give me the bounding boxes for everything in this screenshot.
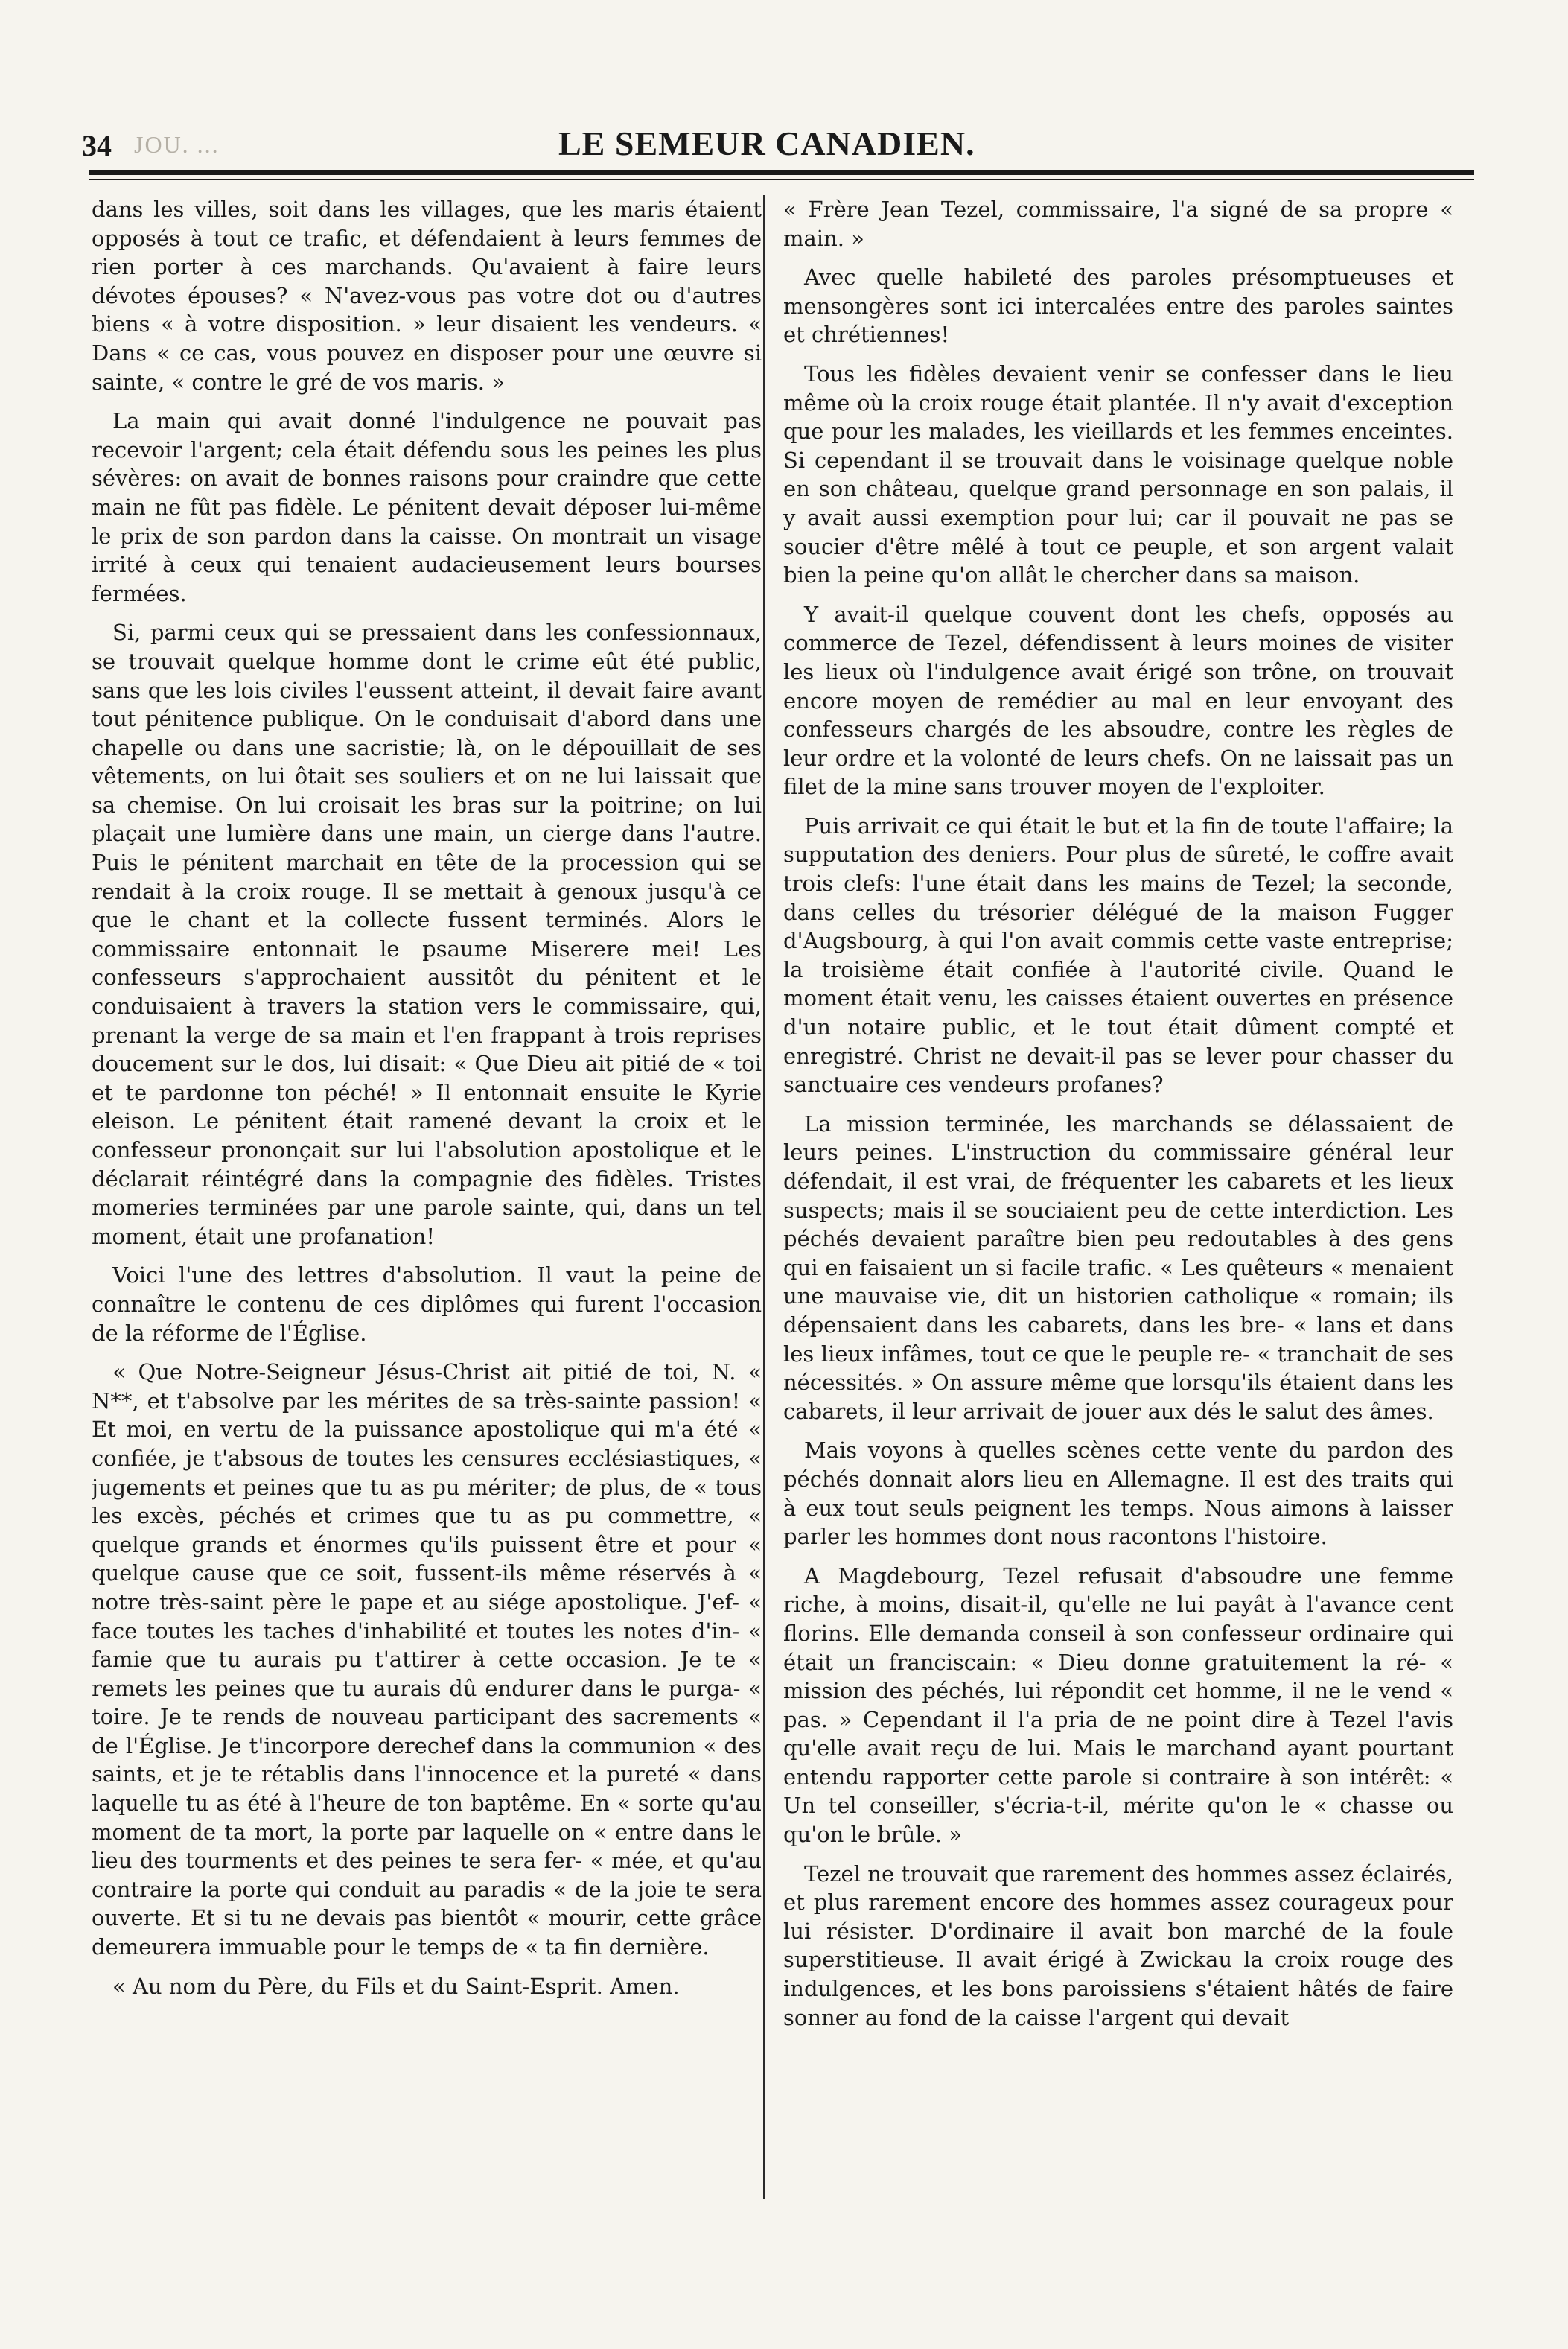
paragraph: Voici l'une des lettres d'absolution. Il vaut la peine de connaître le contenu de ces diplômes qui furent l'occasion de la réforme de l'Église.: [92, 1262, 762, 1346]
journal-title: LE SEMEUR CANADIEN.: [558, 124, 975, 162]
paragraph: Tezel ne trouvait que rarement des hommes assez éclairés, et plus rarement encore des hommes assez courageux pour lui résister. D'ordinaire il avait bon marché de la foule superstitieuse. Il avait érigé à Zwickau la croix rouge des indulgences, et les bons paroissiens s'étaient hâtés de faire sonner au fond de la caisse l'argent qui devait: [783, 1860, 1453, 2030]
page-header: [82, 112, 1474, 164]
faded-bleed-text: JOU. ...: [134, 131, 220, 158]
right-column: [783, 195, 1453, 2251]
paragraph: Puis arrivait ce qui était le but et la fin de toute l'affaire; la supputation des deniers. Pour plus de sûreté, le coffre avait trois clefs: l'une était dans les mains de Tezel; la seconde, dans celles du trésorier délégué de la maison Fugger d'Augsbourg, à qui l'on avait commis cette vaste entreprise; la troisième était confiée à l'autorité civile. Quand le moment était venu, les caisses étaient ouvertes en présence d'un notaire public, et le tout était dûment compté et enregistré. Christ ne devait-il pas se lever pour chasser du sanctuaire ces vendeurs profanes?: [783, 813, 1453, 1098]
paragraph: « Au nom du Père, du Fils et du Saint-Esprit. Amen.: [112, 1973, 680, 1999]
left-column: [92, 195, 762, 2251]
paragraph: La main qui avait donné l'indulgence ne pouvait pas recevoir l'argent; cela était défendu sous les peines les plus sévères: on avait de bonnes raisons pour craindre que cette main ne fût pas fidèle. Le pénitent devait déposer lui-même le prix de son pardon dans la caisse. On montrait un visage irrité à ceux qui tenaient audacieusement leurs bourses fermées.: [92, 408, 762, 606]
paragraph: Si, parmi ceux qui se pressaient dans les confessionnaux, se trouvait quelque homme dont le crime eût été public, sans que les lois civiles l'eussent atteint, il devait faire avant tout pénitence publique. On le conduisait d'abord dans une chapelle ou dans une sacristie; là, on le dépouillait de ses vêtements, on lui ôtait ses souliers et on ne lui laissait que sa chemise. On lui croisait les bras sur la poitrine; on lui plaçait une lumière dans une main, un cierge dans l'autre. Puis le pénitent marchait en tête de la procession qui se rendait à la croix rouge. Il se mettait à genoux jusqu'à ce que le chant et la collecte fussent terminés. Alors le commissaire entonnait le psaume Miserere mei! Les confesseurs s'approchaient aussitôt du pénitent et le conduisaient à travers la station vers le commissaire, qui, prenant la verge de sa main et l'en frappant à trois reprises doucement sur le dos, lui disait: « Que Dieu ait pitié de « toi et te pardonne ton péché! » Il entonnait ensuite le Kyrie eleison. Le pénitent était ramené devant la croix et le confesseur prononçait sur lui l'absolution apostolique et le déclarait réintégré dans la compagnie des fidèles. Tristes momeries terminées par une parole sainte, qui, dans un tel moment, était une profanation!: [92, 620, 762, 1249]
paragraph: dans les villes, soit dans les villages, que les maris étaient opposés à tout ce trafic, et défendaient à leurs femmes de rien porter à ces marchands. Qu'avaient à faire leurs dévotes épouses? « N'avez-vous pas votre dot ou d'autres biens « à votre disposition. » leur disaient les vendeurs. « Dans « ce cas, vous pouvez en disposer pour une œuvre si sainte, « contre le gré de vos maris. »: [92, 197, 762, 395]
page-number: 34: [82, 129, 112, 162]
paragraph: Y avait-il quelque couvent dont les chefs, opposés au commerce de Tezel, défendissent à leurs moines de visiter les lieux où l'indulgence avait érigé son trône, on trouvait encore moyen de remédier au mal en leur envoyant des confesseurs chargés de les absoudre, contre les règles de leur ordre et la volonté de leurs chefs. On ne laissait pas un filet de la mine sans trouver moyen de l'exploiter.: [783, 601, 1453, 800]
paragraph: La mission terminée, les marchands se délassaient de leurs peines. L'instruction du commissaire général leur défendait, il est vrai, de fréquenter les cabarets et les lieux suspects; mais il se souciaient peu de cette interdiction. Les péchés devaient paraître bien peu redoutables à des gens qui en faisaient un si facile trafic. « Les quêteurs « menaient une mauvaise vie, dit un historien catholique « romain; ils dépensaient dans les cabarets, dans les bre- « lans et dans les lieux infâmes, tout ce que le peuple re- « tranchait de ses nécessités. » On assure même que lorsqu'ils étaient dans les cabarets, il leur arrivait de jouer aux dés le salut des âmes.: [783, 1110, 1453, 1424]
column-divider: [763, 195, 765, 2199]
paragraph: « Que Notre-Seigneur Jésus-Christ ait pitié de toi, N. « N**, et t'absolve par les mérites de sa très-sainte passion! « Et moi, en vertu de la puissance apostolique qui m'a été « confiée, je t'absous de toutes les censures ecclésiastiques, « jugements et peines que tu as pu mériter; de plus, de « tous les excès, péchés et crimes que tu as pu commettre, « quelque grands et énormes qu'ils puissent être et pour « quelque cause que ce soit, fussent-ils même réservés à « notre très-saint père le pape et au siége apostolique. J'ef- « face toutes les taches d'inhabilité et toutes les notes d'in- « famie que tu aurais pu t'attirer à cette occasion. Je te « remets les peines que tu aurais dû endurer dans le purga- « toire. Je te rends de nouveau participant des sacrements « de l'Église. Je t'incorpore derechef dans la communion « des saints, et je te rétablis dans l'innocence et la pureté « dans laquelle tu as été à l'heure de ton baptême. En « sorte qu'au moment de ta mort, la porte par laquelle on « entre dans le lieu des tourments et des peines te sera fer- « mée, et qu'au contraire la porte qui conduit au paradis « de la joie te sera ouverte. Et si tu ne devais pas bientôt « mourir, cette grâce demeurera immuable pour le temps de « ta fin dernière.: [92, 1359, 762, 1960]
paragraph: A Magdebourg, Tezel refusait d'absoudre une femme riche, à moins, disait-il, qu'elle ne lui payât à l'avance cent florins. Elle demanda conseil à son confesseur ordinaire qui était un franciscain: « Dieu donne gratuitement la ré- « mission des péchés, lui répondit cet homme, il ne le vend « pas. » Cependant il l'a pria de ne point dire à Tezel l'avis qu'elle avait reçu de lui. Mais le marchand ayant pourtant entendu rapporter cette parole si contraire à son intérêt: « Un tel conseiller, s'écria-t-il, mérite qu'on le « chasse ou qu'on le brûle. »: [783, 1563, 1453, 1848]
header-rule-thin: [89, 179, 1474, 180]
paragraph: Tous les fidèles devaient venir se confesser dans le lieu même où la croix rouge était plantée. Il n'y avait d'exception que pour les malades, les vieillards et les femmes enceintes. Si cependant il se trouvait dans le voisinage quelque noble en son château, quelque grand personnage en son palais, il y avait aussi exemption pour lui; car il pouvait ne pas se soucier d'être mêlé à tout ce peuple, et son argent valait bien la peine qu'on allât le chercher dans sa maison.: [783, 360, 1453, 588]
paragraph: Avec quelle habileté des paroles présomptueuses et mensongères sont ici intercalées entre des paroles saintes et chrétiennes!: [783, 264, 1453, 348]
header-rule-thick: [89, 170, 1474, 175]
paragraph: Mais voyons à quelles scènes cette vente du pardon des péchés donnait alors lieu en Allemagne. Il est des traits qui à eux tout seuls peignent les temps. Nous aimons à laisser parler les hommes dont nous racontons l'histoire.: [783, 1437, 1453, 1550]
paragraph: « Frère Jean Tezel, commissaire, l'a signé de sa propre « main. »: [783, 197, 1453, 251]
